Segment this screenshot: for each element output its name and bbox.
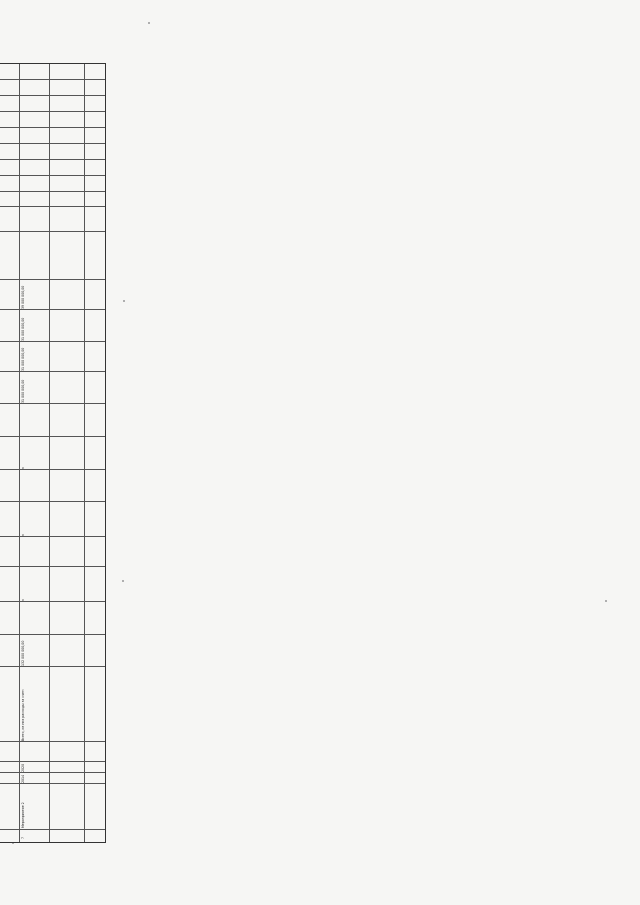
row-total: 132 000 000,00: [21, 640, 25, 666]
row-value: 31 000 000,00: [21, 317, 25, 341]
row-value: [22, 599, 26, 601]
scan-speck: [148, 22, 150, 24]
row-value: 39 000 000,00: [21, 285, 25, 309]
row-to-year: 2020: [21, 763, 25, 772]
row-value: [22, 467, 26, 469]
structure-table: [0, 63, 106, 843]
rotated-sheet: [21, 63, 425, 843]
scan-speck: [605, 600, 607, 602]
scan-speck: [122, 580, 124, 582]
row-source: Всего, из них расходы за счет:: [21, 689, 25, 741]
row-from-year: 2014: [21, 774, 25, 783]
row-value: 31 000 000,00: [21, 347, 25, 371]
row-number: 7: [21, 836, 25, 839]
row-activity-name: Мероприятие 2: [21, 802, 25, 828]
row-value: 31 000 000,00: [21, 379, 25, 403]
row-value: [22, 534, 26, 536]
